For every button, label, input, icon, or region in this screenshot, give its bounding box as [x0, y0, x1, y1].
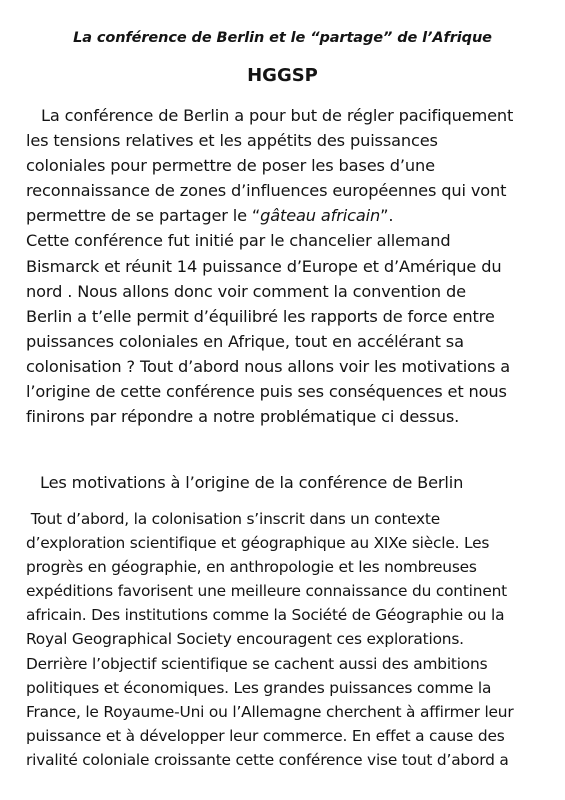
section-line: africain. Des institutions comme la Société de Géographie ou la	[26, 606, 505, 625]
intro-line: Bismarck et réunit 14 puissance d’Europe et d’Amérique du	[26, 256, 502, 276]
intro-line: reconnaissance de zones d’influences européennes qui vont	[26, 181, 507, 201]
intro-line: Cette conférence fut initié par le chancelier allemand	[26, 231, 451, 251]
intro-line-with-quote	[26, 203, 561, 228]
section-line: Derrière l’objectif scientifique se cachent aussi des ambitions	[26, 654, 488, 673]
intro-line: les tensions relatives et les appétits des puissances	[26, 131, 438, 151]
intro-line: Berlin a t’elle permit d’équilibré les rapports de force entre	[26, 306, 495, 326]
intro-line: coloniales pour permettre de poser les bases d’une	[26, 156, 435, 176]
section-heading: Les motivations à l’origine de la conférence de Berlin	[40, 473, 464, 492]
section-line: puissance et à développer leur commerce. En effet a cause des	[26, 726, 505, 745]
section-line: Royal Geographical Society encouragent ces explorations.	[26, 630, 464, 649]
gateau-africain-phrase: gâteau africain	[260, 206, 381, 226]
intro-line: l’origine de cette conférence puis ses conséquences et nous	[26, 382, 507, 402]
intro-line: nord . Nous allons donc voir comment la convention de	[26, 281, 466, 301]
section-line: d’exploration scientifique et géographique au XIXe siècle. Les	[26, 534, 490, 553]
intro-line-end: ”.	[380, 206, 394, 226]
intro-line-start: permettre de se partager le “	[26, 206, 261, 226]
intro-paragraph	[26, 103, 561, 429]
document-title: La conférence de Berlin et le “partage” de l’Afrique	[73, 30, 492, 46]
section-line: expéditions favorisent une meilleure connaissance du continent	[26, 582, 507, 601]
intro-line: colonisation ? Tout d’abord nous allons voir les motivations a	[26, 356, 511, 376]
section-line: progrès en géographie, en anthropologie et les nombreuses	[26, 558, 477, 577]
intro-line: finirons par répondre a notre problématique ci dessus.	[26, 407, 460, 427]
section-line: Tout d’abord, la colonisation s’inscrit dans un contexte	[26, 510, 440, 528]
section-line: politiques et économiques. Les grandes puissances comme la	[26, 678, 492, 697]
intro-line: puissances coloniales en Afrique, tout en accélérant sa	[26, 331, 464, 351]
section-line: France, le Royaume-Uni ou l’Allemagne cherchent à affirmer leur	[26, 702, 514, 721]
section-line: rivalité coloniale croissante cette conférence vise tout d’abord a	[26, 750, 509, 769]
subject-heading: HGGSP	[247, 65, 318, 86]
section-paragraph	[26, 507, 561, 772]
intro-line: La conférence de Berlin a pour but de régler pacifiquement	[26, 106, 514, 125]
